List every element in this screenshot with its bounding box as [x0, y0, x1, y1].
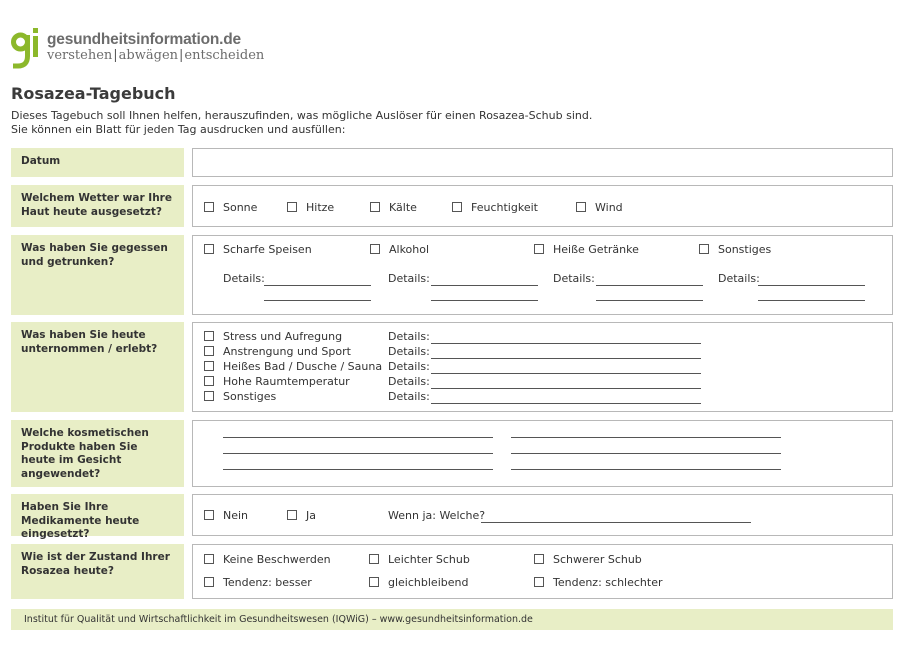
option-sonstiges[interactable]: Sonstiges	[699, 243, 771, 257]
checkbox[interactable]	[204, 554, 214, 564]
question-label: Was haben Sie heute unternommen / erlebt?	[11, 322, 184, 412]
datum-field[interactable]	[192, 148, 893, 177]
option-ja[interactable]: Ja	[287, 509, 316, 523]
answer-box	[192, 235, 893, 315]
row-medikamente	[11, 494, 893, 540]
option-raumtemperatur[interactable]: Hohe Raumtemperatur	[204, 375, 350, 389]
checkbox[interactable]	[204, 577, 214, 587]
question-label: Was haben Sie gegessen und getrunken?	[11, 235, 184, 315]
option-sport[interactable]: Anstrengung und Sport	[204, 345, 351, 359]
checkbox[interactable]	[204, 510, 214, 520]
option-leichter-schub[interactable]: Leichter Schub	[369, 553, 470, 567]
checkbox[interactable]	[370, 244, 380, 254]
details-label: Details:	[223, 272, 265, 285]
checkbox[interactable]	[534, 244, 544, 254]
question-label: Welche kosmetischen Produkte haben Sie heute im Gesicht angewendet?	[11, 420, 184, 487]
answer-box	[192, 494, 893, 536]
details-line[interactable]	[596, 300, 703, 301]
checkbox[interactable]	[369, 577, 379, 587]
checkbox[interactable]	[287, 202, 297, 212]
option-scharfe-speisen[interactable]: Scharfe Speisen	[204, 243, 312, 257]
checkbox[interactable]	[204, 376, 214, 386]
option-sonstiges[interactable]: Sonstiges	[204, 390, 276, 404]
checkbox[interactable]	[534, 577, 544, 587]
row-zustand	[11, 544, 893, 599]
option-tendenz-schlechter[interactable]: Tendenz: schlechter	[534, 576, 662, 590]
option-alkohol[interactable]: Alkohol	[370, 243, 429, 257]
checkbox[interactable]	[370, 202, 380, 212]
checkbox[interactable]	[534, 554, 544, 564]
answer-box	[192, 322, 893, 412]
details-label: Details:	[388, 330, 430, 343]
checkbox[interactable]	[204, 244, 214, 254]
answer-box	[192, 544, 893, 599]
product-line[interactable]	[511, 437, 781, 438]
checkbox[interactable]	[204, 361, 214, 371]
footer: Institut für Qualität und Wirtschaftlichkeit im Gesundheitswesen (IQWiG) – www.gesundheitsinformation.de	[11, 609, 893, 630]
details-line[interactable]	[758, 300, 865, 301]
question-label: Welchem Wetter war Ihre Haut heute ausgesetzt?	[11, 185, 184, 227]
option-heisse-getraenke[interactable]: Heiße Getränke	[534, 243, 639, 257]
details-label: Details:	[553, 272, 595, 285]
row-erlebt	[11, 322, 893, 412]
checkbox[interactable]	[287, 510, 297, 520]
product-line[interactable]	[223, 453, 493, 454]
option-kaelte[interactable]: Kälte	[370, 201, 417, 215]
brand-name: gesundheitsinformation.de	[47, 31, 241, 48]
option-keine-beschwerden[interactable]: Keine Beschwerden	[204, 553, 331, 567]
row-wetter	[11, 185, 893, 227]
row-datum	[11, 148, 893, 177]
row-kosmetik	[11, 420, 893, 487]
details-line[interactable]	[264, 300, 371, 301]
question-label: Wie ist der Zustand Ihrer Rosazea heute?	[11, 544, 184, 599]
option-schwerer-schub[interactable]: Schwerer Schub	[534, 553, 642, 567]
intro-text: Dieses Tagebuch soll Ihnen helfen, herauszufinden, was mögliche Auslöser für einen Rosazea-Schub sind. Sie können ein Blatt für jeden Tag ausdrucken und ausfüllen:	[11, 109, 593, 136]
product-line[interactable]	[511, 469, 781, 470]
option-nein[interactable]: Nein	[204, 509, 248, 523]
checkbox[interactable]	[699, 244, 709, 254]
details-line[interactable]	[431, 358, 701, 359]
page-title: Rosazea-Tagebuch	[11, 84, 176, 103]
details-line[interactable]	[431, 343, 701, 344]
details-line[interactable]	[431, 373, 701, 374]
product-line[interactable]	[223, 469, 493, 470]
checkbox[interactable]	[576, 202, 586, 212]
option-bad-sauna[interactable]: Heißes Bad / Dusche / Sauna	[204, 360, 382, 374]
which-line[interactable]	[481, 522, 751, 523]
option-sonne[interactable]: Sonne	[204, 201, 257, 215]
answer-box	[192, 185, 893, 227]
question-label: Haben Sie Ihre Medikamente heute eingesetzt?	[11, 494, 184, 536]
checkbox[interactable]	[452, 202, 462, 212]
details-line[interactable]	[431, 285, 538, 286]
details-line[interactable]	[431, 403, 701, 404]
question-label: Datum	[11, 148, 184, 177]
row-essen	[11, 235, 893, 315]
checkbox[interactable]	[204, 331, 214, 341]
details-label: Details:	[388, 375, 430, 388]
brand-tagline: verstehen|abwägen|entscheiden	[47, 48, 265, 63]
product-line[interactable]	[223, 437, 493, 438]
option-feuchtigkeit[interactable]: Feuchtigkeit	[452, 201, 538, 215]
details-line[interactable]	[596, 285, 703, 286]
details-label: Details:	[388, 390, 430, 403]
details-label: Details:	[388, 360, 430, 373]
option-stress[interactable]: Stress und Aufregung	[204, 330, 342, 344]
answer-box	[192, 420, 893, 487]
gi-logo-icon	[11, 26, 47, 70]
checkbox[interactable]	[204, 391, 214, 401]
details-line[interactable]	[431, 388, 701, 389]
details-line[interactable]	[758, 285, 865, 286]
checkbox[interactable]	[204, 346, 214, 356]
details-line[interactable]	[431, 300, 538, 301]
option-wind[interactable]: Wind	[576, 201, 623, 215]
checkbox[interactable]	[369, 554, 379, 564]
details-line[interactable]	[264, 285, 371, 286]
option-tendenz-besser[interactable]: Tendenz: besser	[204, 576, 312, 590]
details-label: Details:	[718, 272, 760, 285]
details-label: Details:	[388, 272, 430, 285]
which-label: Wenn ja: Welche?	[388, 509, 486, 522]
checkbox[interactable]	[204, 202, 214, 212]
option-gleichbleibend[interactable]: gleichbleibend	[369, 576, 468, 590]
details-label: Details:	[388, 345, 430, 358]
option-hitze[interactable]: Hitze	[287, 201, 334, 215]
product-line[interactable]	[511, 453, 781, 454]
